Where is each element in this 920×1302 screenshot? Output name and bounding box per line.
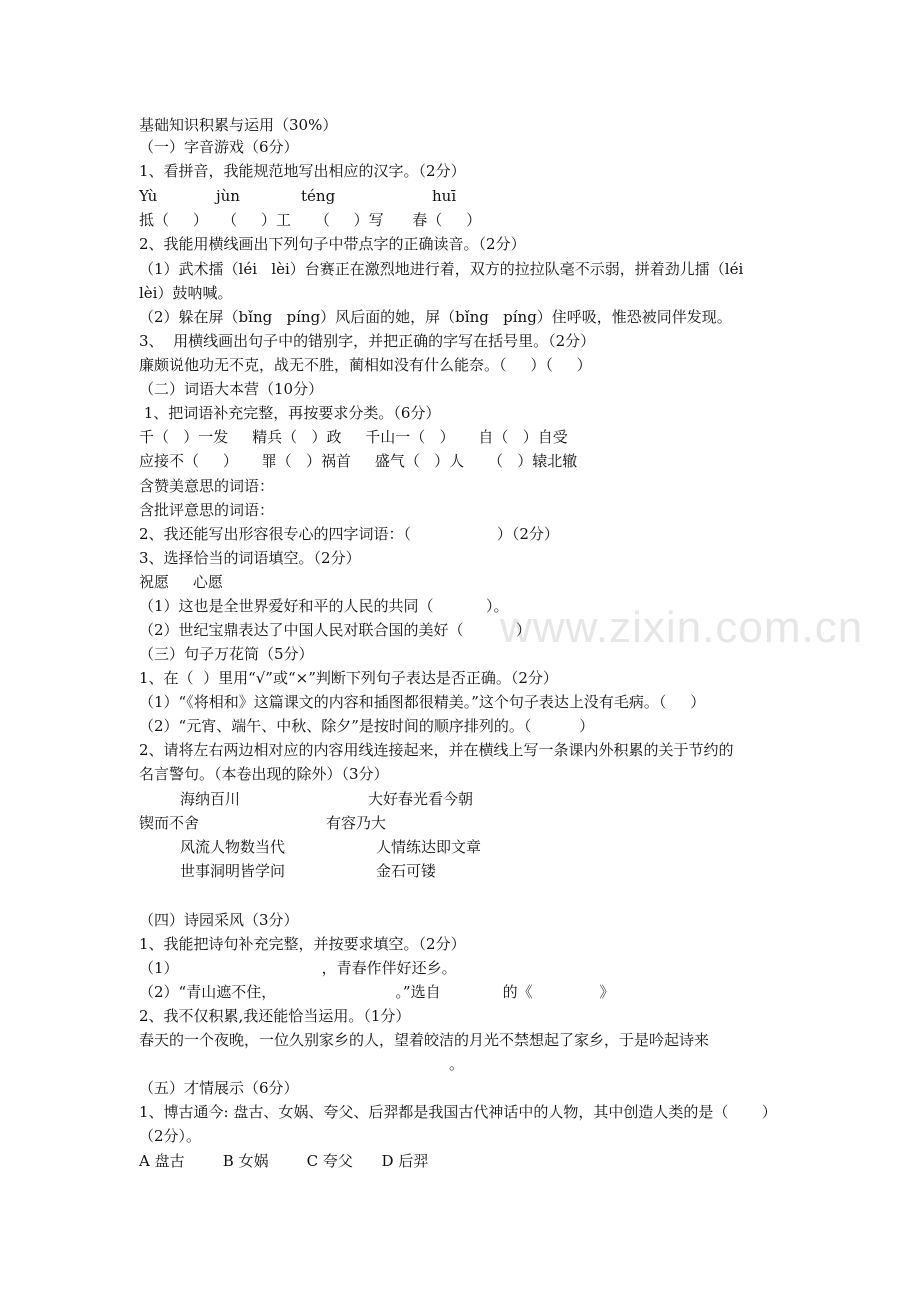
question-text: 。 bbox=[449, 1055, 465, 1073]
question-text: （2）“元宵、端午、中秋、除夕”是按时间的顺序排列的。（ ） bbox=[139, 717, 595, 735]
question-text: 1、看拼音，我能规范地写出相应的汉字。（2分） bbox=[139, 162, 466, 180]
question-text: 春天的一个夜晚，一位久别家乡的人，望着皎洁的月光不禁想起了家乡，于是吟起诗来 bbox=[139, 1031, 710, 1049]
question-text: 2、请将左右两边相对应的内容用线连接起来，并在横线上写一条课内外积累的关于节约的 bbox=[139, 741, 734, 759]
section-heading-talent: （五）才情展示（6分） bbox=[139, 1079, 299, 1097]
question-text: （2分）。 bbox=[139, 1127, 202, 1145]
fill-in-row: 抵（ ） （ ）工 （ ）写 春（ ） bbox=[139, 211, 482, 229]
matching-left-item: 锲而不舍 bbox=[139, 814, 200, 832]
word-choices: 祝愿 心愿 bbox=[139, 573, 223, 591]
watermark: www.zixin.com.cn bbox=[500, 603, 864, 652]
matching-right-item: 金石可镂 bbox=[376, 862, 437, 880]
question-text: （2）“青山遮不住， 。”选自 的《 》 bbox=[139, 983, 615, 1001]
question-text: 名言警句。（本卷出现的除外）（3分） bbox=[139, 765, 389, 783]
question-text: （1）这也是全世界爱好和平的人民的共同（ ）。 bbox=[139, 597, 509, 615]
section-heading-poetry: （四）诗园采风（3分） bbox=[139, 911, 299, 929]
section-heading-pronunciation: （一）字音游戏（6分） bbox=[139, 138, 299, 156]
question-text: 2、我不仅积累,我还能恰当运用。（1分） bbox=[139, 1007, 411, 1025]
question-text: 廉颇说他功无不克，战无不胜，蔺相如没有什么能奈。（ ）（ ） bbox=[139, 356, 592, 374]
question-text: 1、我能把诗句补充完整，并按要求填空。（2分） bbox=[139, 935, 466, 953]
question-text: 1、把词语补充完整，再按要求分类。（6分） bbox=[139, 404, 441, 422]
matching-right-item: 大好春光看今朝 bbox=[368, 790, 474, 808]
pinyin-label: huī bbox=[432, 187, 457, 205]
section-heading-vocabulary: （二）词语大本营（10分） bbox=[139, 380, 324, 398]
answer-options: A 盘古 B 女娲 C 夸父 D 后羿 bbox=[139, 1152, 429, 1170]
question-text: 1、博古通今: 盘古、女娲、夸父、后羿都是我国古代神话中的人物，其中创造人类的是（ ） bbox=[139, 1103, 777, 1121]
main-heading: 基础知识积累与运用（30%） bbox=[139, 116, 338, 134]
question-text: （1） ，青春作伴好还乡。 bbox=[139, 959, 457, 977]
question-text: 2、我还能写出形容很专心的四字词语：（ ）（2分） bbox=[139, 525, 559, 543]
question-text: 3、选择恰当的词语填空。（2分） bbox=[139, 549, 361, 567]
question-text: （2）躲在屏（bǐng píng）风后面的她，屏（bǐng píng）住呼吸，惟恐被同伴发现。 bbox=[139, 308, 732, 326]
section-heading-sentences: （三）句子万花筒（5分） bbox=[139, 645, 314, 663]
question-text: （2）世纪宝鼎表达了中国人民对联合国的美好（ ） bbox=[139, 621, 531, 639]
matching-right-item: 人情练达即文章 bbox=[376, 838, 482, 856]
idiom-row: 应接不（ ） 罪（ ）祸首 盛气（ ）人 （ ）辕北辙 bbox=[139, 452, 578, 470]
matching-left-item: 风流人物数当代 bbox=[180, 838, 286, 856]
pinyin-label: téng bbox=[301, 187, 336, 205]
question-text: 3、 用横线画出句子中的错别字，并把正确的字写在括号里。（2分） bbox=[139, 332, 596, 350]
matching-right-item: 有容乃大 bbox=[326, 814, 387, 832]
question-text: 2、我能用横线画出下列句子中带点字的正确读音。（2分） bbox=[139, 235, 526, 253]
pinyin-label: jùn bbox=[216, 187, 240, 205]
answer-line: 含批评意思的词语： bbox=[139, 501, 275, 519]
matching-left-item: 海纳百川 bbox=[180, 790, 241, 808]
answer-line: 含赞美意思的词语： bbox=[139, 477, 275, 495]
question-text: 1、在（ ）里用“√”或“×”判断下列句子表达是否正确。（2分） bbox=[139, 669, 558, 687]
question-text: lèi）鼓呐喊。 bbox=[139, 284, 233, 302]
idiom-row: 千（ ）一发 精兵（ ）政 千山一（ ） 自（ ）自受 bbox=[139, 428, 568, 446]
question-text: （1）“《将相和》这篇课文的内容和插图都很精美。”这个句子表达上没有毛病。（ ） bbox=[139, 693, 706, 711]
matching-left-item: 世事洞明皆学问 bbox=[180, 862, 286, 880]
pinyin-label: Yù bbox=[139, 187, 158, 205]
question-text: （1）武术擂（léi lèi）台赛正在激烈地进行着，双方的拉拉队毫不示弱，拼着劲儿擂（léi bbox=[139, 260, 744, 278]
